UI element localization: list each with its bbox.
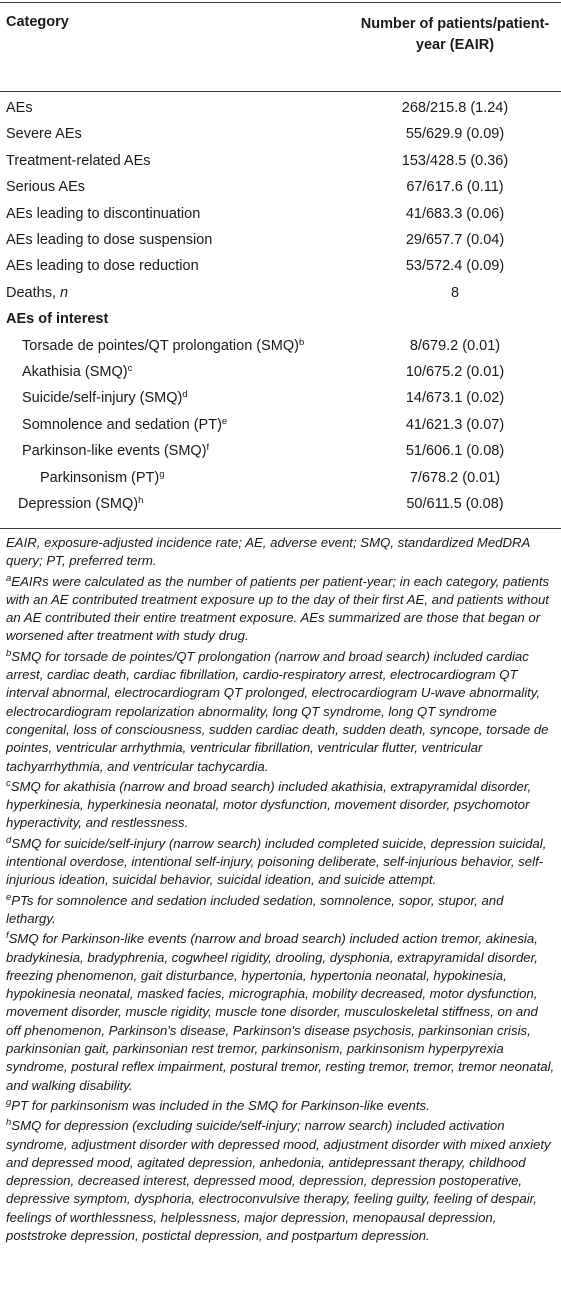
row-category xyxy=(22,390,188,406)
header-number-of-patients: Number of patients/patient-year (EAIR) xyxy=(360,16,550,53)
row-category xyxy=(6,311,108,327)
footnote-mark: f xyxy=(6,930,9,942)
table-bottom-rule xyxy=(0,528,561,529)
table-footnotes xyxy=(6,534,556,1247)
footnote xyxy=(6,534,556,571)
footnote-text: SMQ for torsade de pointes/QT prolongation (narrow and broad search) included cardiac arrest, cardiac death, cardiac fibrillation, cardio-respiratory arrest, electrocardiogram QT interval abnormal, electrocardiogram QT prolonged, electrocardiogram U-wave abnormality, electrocardiogram repolarization abnormality, long QT syndrome, long QT syndrome congenital, loss of consciousness, sudden cardiac death, sudden death, syncope, torsade de pointes, ventricular arrhythmia, ventricular fibrillation, ventricular flutter, ventricular tachyarrhythmia, and ventricular tachycardia. xyxy=(6,648,549,774)
table-section-header xyxy=(0,307,561,333)
row-category xyxy=(22,443,209,459)
footnote xyxy=(6,835,556,890)
row-category-label: Suicide/self-injury (SMQ) xyxy=(22,390,183,407)
row-category xyxy=(6,179,85,195)
footnote xyxy=(6,778,556,833)
table-row xyxy=(0,96,561,122)
table-row xyxy=(0,202,561,228)
table-row xyxy=(0,413,561,439)
footnote-marker: h xyxy=(138,495,144,506)
row-category xyxy=(40,470,165,486)
footnote-text: EAIRs were calculated as the number of patients per patient-year; in each category, patients with an AE contributed treatment exposure up to the day of their first AE, and patients without an AE contributed their entire treatment exposure. AEs summarized are those that began or worsened after treatment with study drug. xyxy=(6,573,550,644)
table-row xyxy=(0,281,561,307)
row-value: 50/611.5 (0.08) xyxy=(406,496,504,512)
table-row xyxy=(0,228,561,254)
footnote-marker: e xyxy=(221,415,228,427)
row-category xyxy=(6,100,33,116)
footnote xyxy=(6,930,556,1095)
row-value: 41/683.3 (0.06) xyxy=(405,205,505,222)
row-category xyxy=(6,258,199,274)
row-category xyxy=(6,206,200,222)
row-category-label: AEs leading to dose reduction xyxy=(6,258,199,275)
row-value: 53/572.4 (0.09) xyxy=(405,258,505,275)
row-value: 55/629.9 (0.09) xyxy=(405,126,505,143)
row-category-label: AEs leading to discontinuation xyxy=(6,205,201,222)
footnote-mark: a xyxy=(6,572,12,584)
row-category-label: AEs leading to dose suspension xyxy=(6,232,213,248)
footnote-marker: d xyxy=(182,389,188,401)
footnote xyxy=(6,648,556,776)
row-category xyxy=(22,338,304,354)
footnote-mark: g xyxy=(6,1096,12,1108)
row-category-label: Treatment-related AEs xyxy=(6,152,151,169)
footnote-mark: b xyxy=(6,647,12,659)
row-value: 41/621.3 (0.07) xyxy=(405,416,505,433)
row-category-label: Parkinson-like events (SMQ) xyxy=(22,443,207,460)
row-category-label: AEs of interest xyxy=(6,311,109,328)
table-row xyxy=(0,254,561,280)
row-value: 153/428.5 (0.36) xyxy=(401,152,509,169)
footnote-marker: g xyxy=(159,468,165,480)
table-top-rule xyxy=(0,2,561,3)
row-category xyxy=(6,153,151,169)
footnote xyxy=(6,573,556,646)
footnote-mark: d xyxy=(6,834,12,846)
table-row xyxy=(0,386,561,412)
footnote xyxy=(6,892,556,929)
footnote-text: SMQ for Parkinson-like events (narrow and broad search) included action tremor, akinesia, bradykinesia, bradyphrenia, cogwheel rigidity, drooling, dysphonia, extrapyramidal disorder, freezing phenomenon, gait disturbance, hypertonia, hypertonia neonatal, hypokinesia, hypokinesia neonatal, masked facies, micrographia, mobility decreased, motor dysfunction, movement disorder, muscle rigidity, muscle tone disorder, musculoskeletal stiffness, on and off phenomenon, Parkinson's disease, Parkinson's disease psychosis, parkinsonian crisis, parkinsonian gait, parkinsonian rest tremor, parkinsonism, parkinsonism hyperpyrexia syndrome, postural reflex impairment, postural tremor, resting tremor, tremor, tremor neonatal, and walking disability. xyxy=(6,931,555,1093)
footnote-text: SMQ for suicide/self-injury (narrow search) included completed suicide, depression suicidal, intentional overdose, intentional self-injury, poisoning deliberate, self-injurious behavior, self-injurious ideation, suicidal behavior, suicidal ideation, and suicide attempt. xyxy=(6,835,547,888)
row-value: 7/678.2 (0.01) xyxy=(409,469,501,486)
row-category-label: Somnolence and sedation (PT) xyxy=(22,416,222,433)
footnote xyxy=(6,1117,556,1245)
table-row xyxy=(0,360,561,386)
table-row xyxy=(0,175,561,201)
header-category: Category xyxy=(6,14,69,30)
row-category xyxy=(22,417,227,433)
table-row xyxy=(0,492,561,518)
footnote-marker: c xyxy=(127,363,133,374)
row-category xyxy=(22,364,132,380)
row-value: 29/657.7 (0.04) xyxy=(405,232,505,248)
table-row xyxy=(0,334,561,360)
row-category xyxy=(18,496,143,512)
footnote-marker: f xyxy=(206,442,210,454)
row-category-italic: n xyxy=(60,284,69,301)
row-category xyxy=(6,285,68,301)
row-value: 8 xyxy=(450,284,460,301)
footnote-text: SMQ for depression (excluding suicide/self-injury; narrow search) included activation syndrome, adjustment disorder with depressed mood, adjustment disorder with mixed anxiety and depressed mood, agitated depression, anhedonia, antidepressant therapy, childhood depression, decreased interest, depressed mood, depression, depression postoperative, depressive symptom, dysphoria, electroconvulsive therapy, feeling guilty, feeling of despair, feelings of worthlessness, helplessness, major depression, menopausal depression, poststroke depression, postictal depression, and postpartum depression. xyxy=(6,1118,551,1243)
row-category-label: Akathisia (SMQ) xyxy=(22,364,128,380)
row-category-label: Severe AEs xyxy=(6,126,82,143)
footnote-mark: e xyxy=(6,891,12,903)
row-value: 10/675.2 (0.01) xyxy=(405,364,505,380)
table-row xyxy=(0,149,561,175)
row-category-label: Torsade de pointes/QT prolongation (SMQ) xyxy=(22,337,299,354)
row-category xyxy=(6,232,212,248)
row-value: 67/617.6 (0.11) xyxy=(406,179,504,196)
row-category-label: Serious AEs xyxy=(6,179,85,196)
table-row xyxy=(0,466,561,492)
footnote-text: SMQ for akathisia (narrow and broad search) included akathisia, extrapyramidal disorder, hyperkinesia, hyperkinesia neonatal, motor dysfunction, movement disorder, psychomotor hyperactivity, and restlessness. xyxy=(6,778,532,831)
row-category-label: Deaths, xyxy=(6,284,60,301)
footnote-text: PT for parkinsonism was included in the SMQ for Parkinson-like events. xyxy=(11,1097,430,1113)
row-category-label: AEs xyxy=(6,100,33,116)
row-category xyxy=(6,126,82,142)
footnote xyxy=(6,1097,556,1115)
row-category-label: Depression (SMQ) xyxy=(18,496,139,512)
table-row xyxy=(0,122,561,148)
header-divider-rule xyxy=(0,91,561,92)
footnote-mark: c xyxy=(6,777,11,789)
row-value: 14/673.1 (0.02) xyxy=(405,390,505,407)
footnote-marker: b xyxy=(299,336,305,348)
footnote-text: PTs for somnolence and sedation included sedation, somnolence, sopor, stupor, and lethargy. xyxy=(6,892,504,926)
footnote-text: EAIR, exposure-adjusted incidence rate; AE, adverse event; SMQ, standardized MedDRA query; PT, preferred term. xyxy=(6,535,530,569)
footnote-mark: h xyxy=(6,1117,12,1129)
row-value: 8/679.2 (0.01) xyxy=(409,337,501,354)
row-value: 51/606.1 (0.08) xyxy=(405,443,505,460)
table-row xyxy=(0,439,561,465)
row-value: 268/215.8 (1.24) xyxy=(401,100,509,116)
row-category-label: Parkinsonism (PT) xyxy=(40,469,160,486)
